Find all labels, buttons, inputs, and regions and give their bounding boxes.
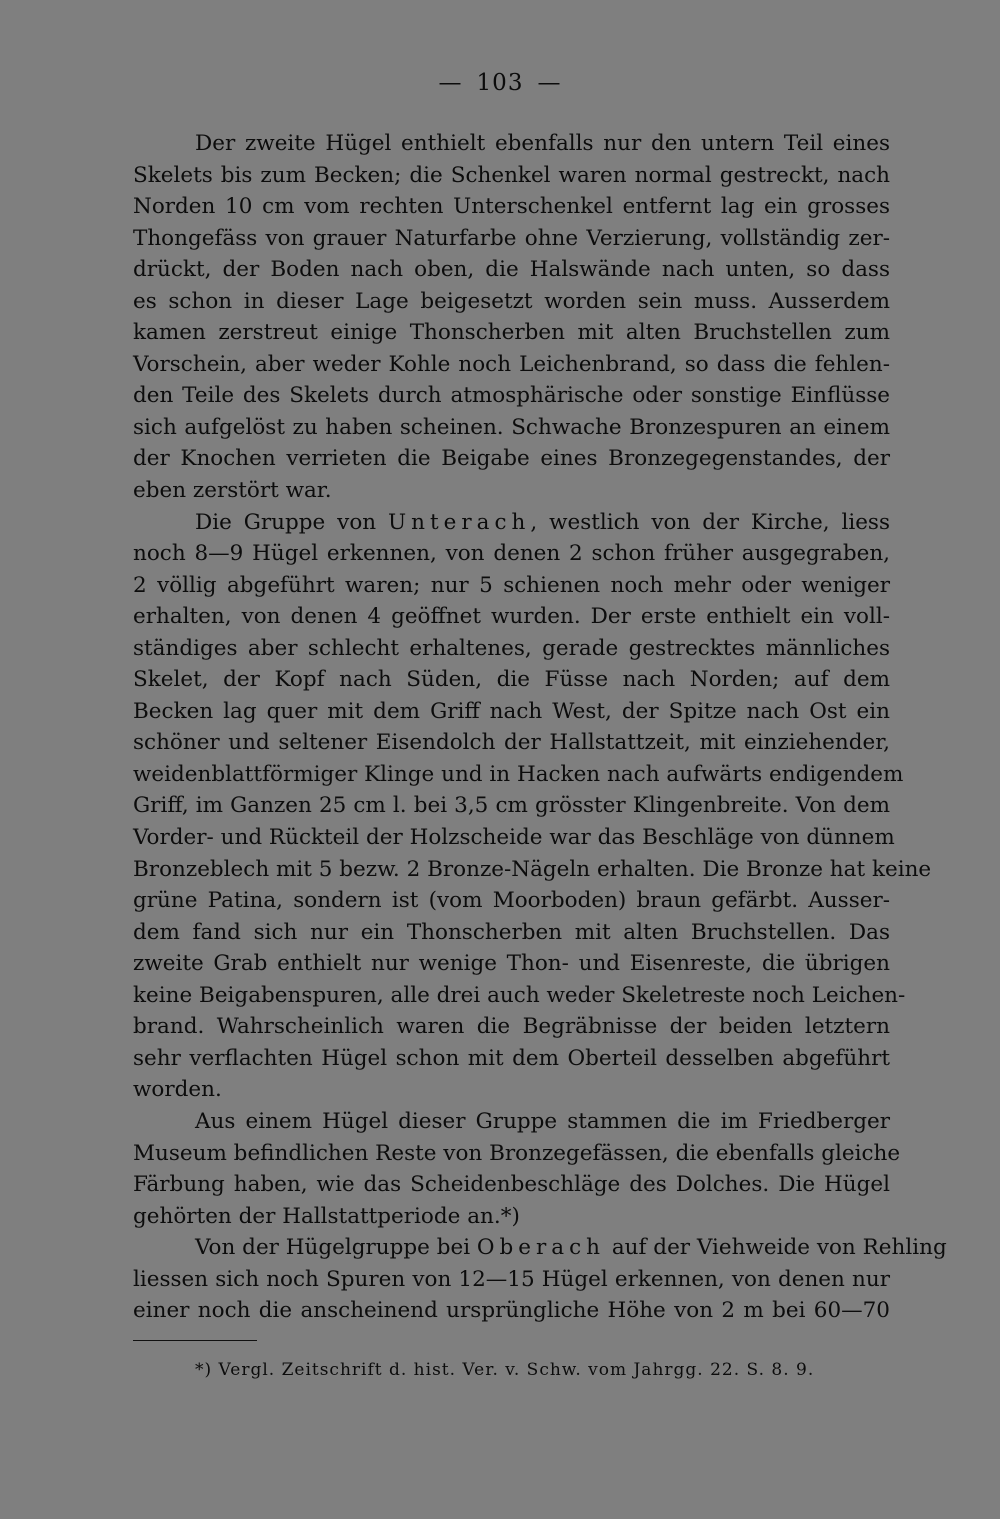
text-line: es schon in dieser Lage beigesetzt worden sein muss. Ausserdem <box>133 288 890 314</box>
text-line: Museum befindlichen Reste von Bronzegefässen, die ebenfalls gleiche <box>133 1140 901 1166</box>
text-line: sehr verflachten Hügel schon mit dem Oberteil desselben abgeführt <box>133 1045 890 1071</box>
page-number-dash-left: — <box>438 70 463 96</box>
text-line: Skelet, der Kopf nach Süden, die Füsse nach Norden; auf dem <box>133 667 890 693</box>
text-line: 2 völlig abgeführt waren; nur 5 schienen noch mehr oder weniger <box>133 572 890 598</box>
text-line: liessen sich noch Spuren von 12—15 Hügel erkennen, von denen nur <box>133 1266 890 1292</box>
text-segment: , westlich von der Kirche, liess <box>530 509 890 535</box>
text-line: Becken lag quer mit dem Griff nach West, der Spitze nach Ost ein <box>133 698 890 724</box>
text-line: Aus einem Hügel dieser Gruppe stammen die im Friedberger <box>195 1108 890 1134</box>
text-line: Skelets bis zum Becken; die Schenkel waren normal gestreckt, nach <box>133 162 890 188</box>
page-number-dash-right: — <box>537 70 562 96</box>
text-line: Griff, im Ganzen 25 cm l. bei 3,5 cm grösster Klingenbreite. Von dem <box>133 793 890 819</box>
text-line: sich aufgelöst zu haben scheinen. Schwache Bronzespuren an einem <box>133 414 890 440</box>
text-line: Vorder- und Rückteil der Holzscheide war das Beschläge von dünnem <box>133 825 895 851</box>
text-segment: Die Gruppe von <box>195 509 389 535</box>
page-number <box>0 70 1000 96</box>
place-name-oberach: Oberach <box>476 1235 606 1261</box>
text-line: Vorschein, aber weder Kohle noch Leichenbrand, so dass die fehlen- <box>133 351 890 377</box>
text-line: erhalten, von denen 4 geöffnet wurden. Der erste enthielt ein voll- <box>133 604 890 630</box>
text-segment: Von der Hügelgruppe bei <box>195 1235 477 1261</box>
text-line: den Teile des Skelets durch atmosphärische oder sonstige Einflüsse <box>133 383 890 409</box>
text-line: kamen zerstreut einige Thonscherben mit alten Bruchstellen zum <box>133 320 890 346</box>
text-line: Bronzeblech mit 5 bezw. 2 Bronze-Nägeln erhalten. Die Bronze hat keine <box>133 856 932 882</box>
text-line: Der zweite Hügel enthielt ebenfalls nur den untern Teil eines <box>195 131 890 156</box>
text-line-footnote-ref: gehörten der Hallstattperiode an.*) <box>133 1203 520 1229</box>
text-line: drückt, der Boden nach oben, die Halswände nach unten, so dass <box>133 257 890 283</box>
text-line: der Knochen verrieten die Beigabe eines Bronzegegenstandes, der <box>133 446 890 472</box>
text-line: einer noch die anscheinend ursprüngliche Höhe von 2 m bei 60—70 <box>133 1298 890 1324</box>
text-line-with-place-name <box>133 1232 947 1264</box>
text-line: eben zerstört war. <box>133 478 332 504</box>
text-line: Färbung haben, wie das Scheidenbeschläge des Dolches. Die Hügel <box>133 1172 890 1198</box>
body-text <box>133 128 947 1327</box>
text-line: noch 8—9 Hügel erkennen, von denen 2 schon früher ausgegraben, <box>133 541 890 567</box>
text-line: keine Beigabenspuren, alle drei auch weder Skeletreste noch Leichen- <box>133 982 906 1008</box>
text-line: grüne Patina, sondern ist (vom Moorboden) braun gefärbt. Ausser- <box>133 888 890 914</box>
text-line: worden. <box>133 1077 222 1103</box>
text-line: schöner und seltener Eisendolch der Hallstattzeit, mit einziehender, <box>133 730 890 756</box>
text-line: zweite Grab enthielt nur wenige Thon- und Eisenreste, die übrigen <box>133 951 890 977</box>
text-line: ständiges aber schlecht erhaltenes, gerade gestrecktes männliches <box>133 635 890 661</box>
text-segment: auf der Viehweide von Rehling <box>605 1235 947 1261</box>
footnote-divider <box>133 1340 257 1341</box>
text-line: weidenblattförmiger Klinge und in Hacken nach aufwärts endigendem <box>133 761 904 787</box>
page-number-value: 103 <box>476 70 524 96</box>
text-line: brand. Wahrscheinlich waren die Begräbnisse der beiden letztern <box>133 1014 890 1040</box>
place-name-unterach: Unterach <box>388 509 531 535</box>
text-line: Norden 10 cm vom rechten Unterschenkel entfernt lag ein grosses <box>133 194 890 220</box>
text-line-with-place-name <box>133 507 890 539</box>
text-line: dem fand sich nur ein Thonscherben mit alten Bruchstellen. Das <box>133 919 890 945</box>
text-line: Thongefäss von grauer Naturfarbe ohne Verzierung, vollständig zer- <box>133 225 890 251</box>
footnote: *) Vergl. Zeitschrift d. hist. Ver. v. Schw. vom Jahrgg. 22. S. 8. 9. <box>195 1360 815 1380</box>
